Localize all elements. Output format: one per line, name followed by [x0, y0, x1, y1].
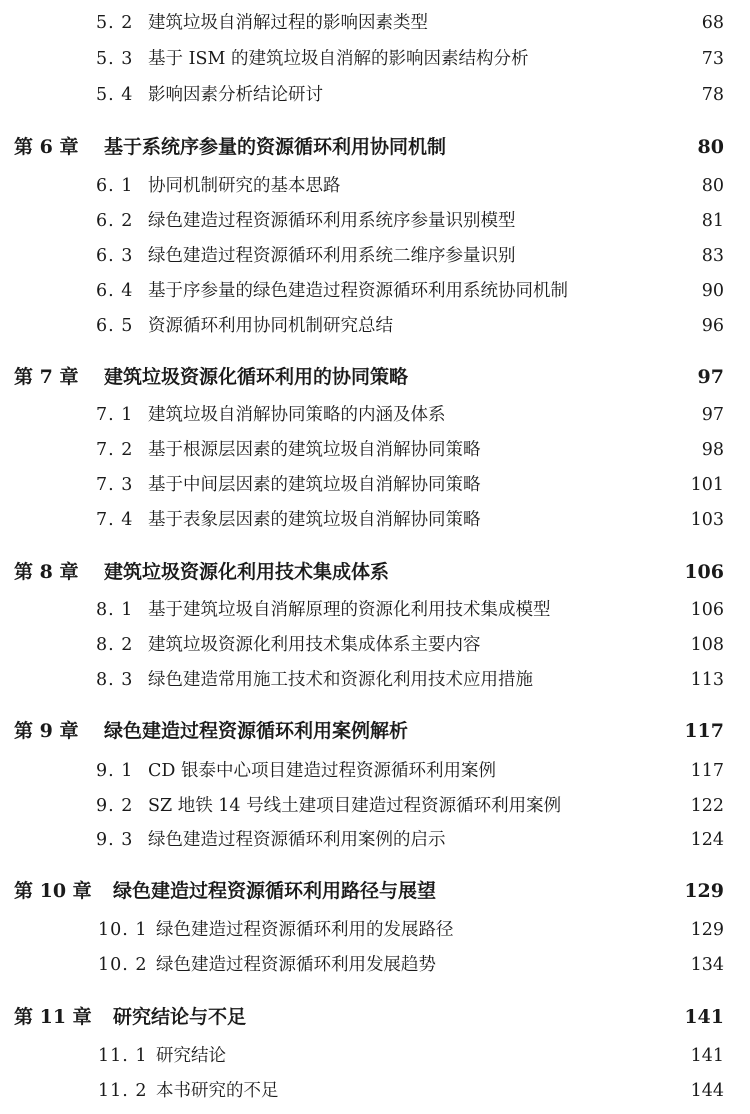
chapter-number: 第 7 章	[14, 366, 79, 388]
chapter-title: 建筑垃圾资源化循环利用的协同策略	[104, 366, 409, 388]
section-number: 5. 3	[96, 49, 134, 69]
toc-section-row[interactable]	[0, 630, 750, 660]
chapter-number: 第 10 章	[14, 880, 92, 902]
toc-chapter-row[interactable]	[0, 1002, 750, 1032]
chapter-title: 研究结论与不足	[113, 1006, 247, 1028]
section-title: 绿色建造过程资源循环利用案例的启示	[148, 830, 446, 850]
section-title: SZ 地铁 14 号线土建项目建造过程资源循环利用案例	[148, 796, 562, 816]
toc-section-row[interactable]	[0, 665, 750, 695]
section-title: 基于根源层因素的建筑垃圾自消解协同策略	[148, 440, 481, 460]
page-number: 83	[701, 246, 724, 266]
section-title: 建筑垃圾资源化利用技术集成体系主要内容	[148, 635, 481, 655]
section-title: 影响因素分析结论研讨	[148, 85, 323, 105]
page-number: 98	[701, 440, 724, 460]
page-number: 117	[684, 720, 724, 742]
toc-section-row[interactable]	[0, 505, 750, 535]
page-number: 103	[690, 510, 724, 530]
page-number: 117	[690, 761, 724, 781]
page-number: 122	[690, 796, 724, 816]
toc-section-row[interactable]	[0, 311, 750, 341]
section-number: 7. 1	[96, 405, 134, 425]
page-number: 108	[690, 635, 724, 655]
page-number: 129	[684, 880, 724, 902]
chapter-number: 第 8 章	[14, 561, 79, 583]
section-number: 7. 2	[96, 440, 134, 460]
section-number: 6. 4	[96, 281, 134, 301]
section-number: 6. 2	[96, 211, 134, 231]
toc-section-row[interactable]	[0, 276, 750, 306]
toc-chapter-row[interactable]	[0, 876, 750, 906]
section-title: 本书研究的不足	[156, 1081, 279, 1101]
section-title: 绿色建造过程资源循环利用系统二维序参量识别	[148, 246, 516, 266]
page-number: 113	[690, 670, 724, 690]
section-number: 10. 2	[98, 955, 148, 975]
section-number: 9. 1	[96, 761, 134, 781]
toc-section-row[interactable]	[0, 791, 750, 821]
chapter-title: 基于系统序参量的资源循环利用协同机制	[104, 136, 447, 158]
toc-section-row[interactable]	[0, 80, 750, 110]
section-number: 5. 4	[96, 85, 134, 105]
toc-section-row[interactable]	[0, 435, 750, 465]
section-title: 研究结论	[156, 1046, 226, 1066]
chapter-number: 第 9 章	[14, 720, 79, 742]
toc-section-row[interactable]	[0, 1076, 750, 1106]
toc-section-row[interactable]	[0, 915, 750, 945]
page-number: 78	[701, 85, 724, 105]
section-title: 绿色建造过程资源循环利用系统序参量识别模型	[148, 211, 516, 231]
chapter-title: 绿色建造过程资源循环利用案例解析	[104, 720, 409, 742]
section-number: 9. 3	[96, 830, 134, 850]
section-number: 6. 1	[96, 176, 134, 196]
section-number: 6. 5	[96, 316, 134, 336]
page-number: 97	[701, 405, 724, 425]
section-number: 11. 1	[98, 1046, 148, 1066]
section-title: 基于表象层因素的建筑垃圾自消解协同策略	[148, 510, 481, 530]
page-number: 144	[690, 1081, 724, 1101]
chapter-number: 第 11 章	[14, 1006, 92, 1028]
toc-section-row[interactable]	[0, 950, 750, 980]
toc-section-row[interactable]	[0, 470, 750, 500]
toc-section-row[interactable]	[0, 400, 750, 430]
toc-section-row[interactable]	[0, 206, 750, 236]
page-number: 68	[701, 13, 724, 33]
page-number: 134	[690, 955, 724, 975]
section-number: 11. 2	[98, 1081, 148, 1101]
page-number: 96	[701, 316, 724, 336]
section-number: 7. 3	[96, 475, 134, 495]
page-number: 101	[690, 475, 724, 495]
section-number: 10. 1	[98, 920, 148, 940]
section-number: 9. 2	[96, 796, 134, 816]
section-title: 基于 ISM 的建筑垃圾自消解的影响因素结构分析	[148, 49, 529, 69]
toc-section-row[interactable]	[0, 8, 750, 38]
page-number: 129	[690, 920, 724, 940]
toc-chapter-row[interactable]	[0, 132, 750, 162]
toc-chapter-row[interactable]	[0, 716, 750, 746]
page-number: 124	[690, 830, 724, 850]
page-number: 106	[690, 600, 724, 620]
page-number: 106	[684, 561, 724, 583]
section-title: 建筑垃圾自消解过程的影响因素类型	[148, 13, 428, 33]
page-number: 81	[701, 211, 724, 231]
section-title: 基于中间层因素的建筑垃圾自消解协同策略	[148, 475, 481, 495]
section-number: 5. 2	[96, 13, 134, 33]
section-title: 绿色建造过程资源循环利用发展趋势	[156, 955, 436, 975]
section-title: CD 银泰中心项目建造过程资源循环利用案例	[148, 761, 496, 781]
toc-chapter-row[interactable]	[0, 362, 750, 392]
chapter-number: 第 6 章	[14, 136, 79, 158]
page-number: 141	[690, 1046, 724, 1066]
toc-section-row[interactable]	[0, 825, 750, 855]
section-number: 7. 4	[96, 510, 134, 530]
chapter-title: 建筑垃圾资源化利用技术集成体系	[104, 561, 390, 583]
section-number: 8. 1	[96, 600, 134, 620]
page-number: 141	[684, 1006, 724, 1028]
page-number: 90	[701, 281, 724, 301]
toc-section-row[interactable]	[0, 44, 750, 74]
toc-section-row[interactable]	[0, 241, 750, 271]
page-number: 73	[701, 49, 724, 69]
page-number: 80	[697, 136, 724, 158]
section-title: 资源循环利用协同机制研究总结	[148, 316, 393, 336]
section-title: 绿色建造常用施工技术和资源化利用技术应用措施	[148, 670, 533, 690]
section-title: 协同机制研究的基本思路	[148, 176, 341, 196]
toc-chapter-row[interactable]	[0, 557, 750, 587]
page-number: 97	[697, 366, 724, 388]
toc-section-row[interactable]	[0, 171, 750, 201]
toc-section-row[interactable]	[0, 595, 750, 625]
section-title: 基于建筑垃圾自消解原理的资源化利用技术集成模型	[148, 600, 551, 620]
section-title: 基于序参量的绿色建造过程资源循环利用系统协同机制	[148, 281, 568, 301]
section-title: 绿色建造过程资源循环利用的发展路径	[156, 920, 454, 940]
toc-section-row[interactable]	[0, 1041, 750, 1071]
chapter-title: 绿色建造过程资源循环利用路径与展望	[113, 880, 437, 902]
page-number: 80	[701, 176, 724, 196]
section-number: 6. 3	[96, 246, 134, 266]
section-number: 8. 2	[96, 635, 134, 655]
section-title: 建筑垃圾自消解协同策略的内涵及体系	[148, 405, 446, 425]
toc-section-row[interactable]	[0, 756, 750, 786]
section-number: 8. 3	[96, 670, 134, 690]
